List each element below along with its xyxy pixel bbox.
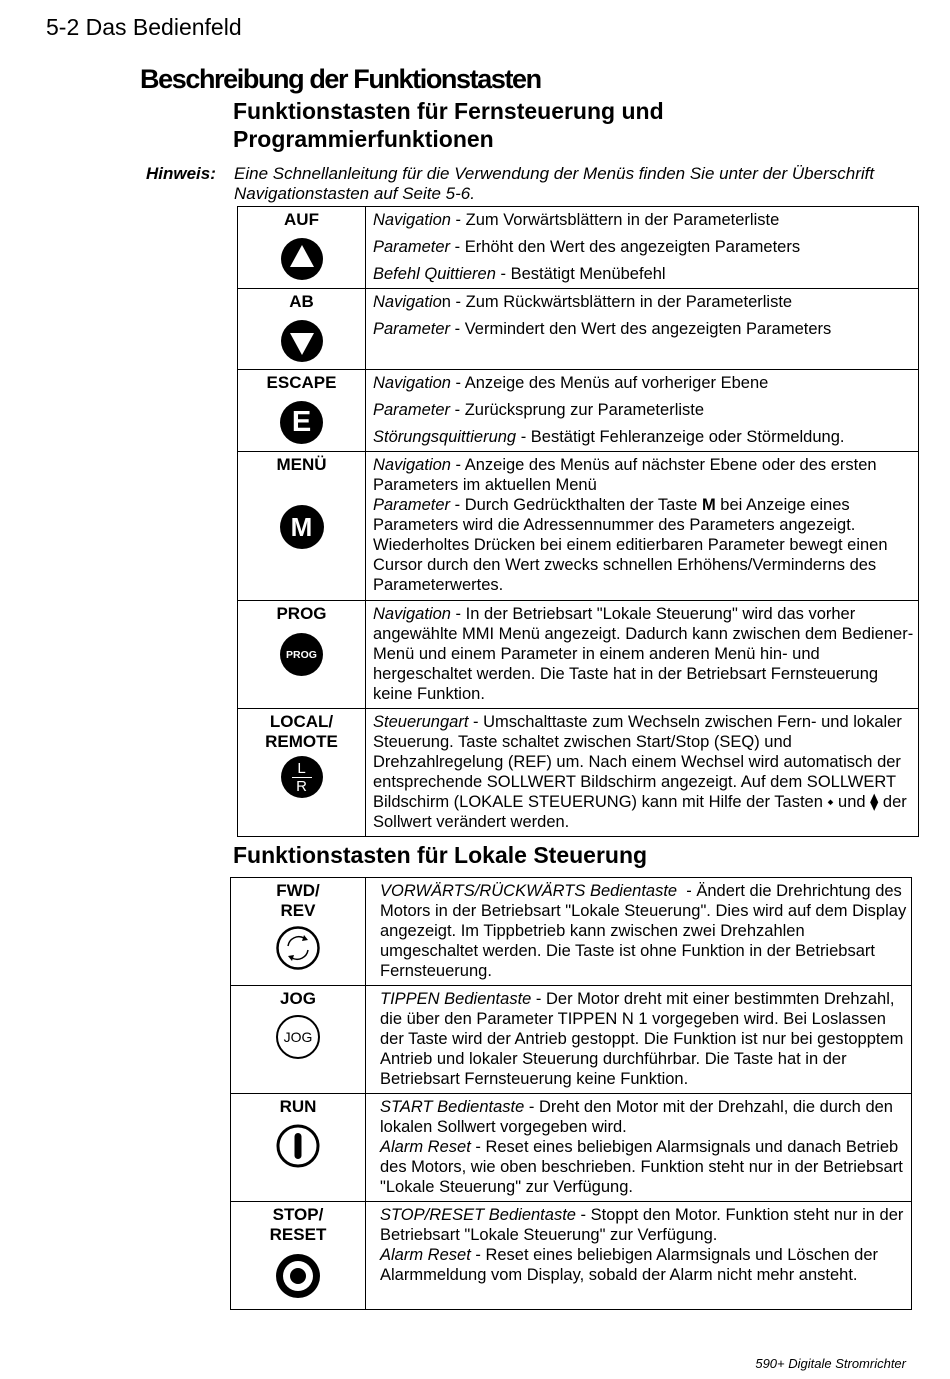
sub-title bbox=[233, 97, 664, 153]
description-paragraph: VORWÄRTS/RÜCKWÄRTS Bedientaste - Ändert die Drehrichtung des Motors in der Betriebsart "Lokale Steuerung". Dies wird auf dem Display angezeigt. Im Tippbetrieb kann zwischen zwei Drehzahlen umgeschaltet werden. Die Taste ist ohne Funktion in der Betriebsart Fernsteuerung. bbox=[380, 882, 911, 980]
note-label: Hinweis: bbox=[146, 164, 216, 183]
key-cell bbox=[238, 452, 366, 601]
prog-icon: PROG bbox=[280, 633, 323, 676]
local-remote-icon bbox=[281, 756, 323, 798]
key-cell bbox=[238, 370, 366, 452]
key-cell bbox=[231, 1202, 366, 1310]
description-paragraph: Alarm Reset - Reset eines beliebigen Alarmsignals und danach Betrieb des Motors, wie oben beschrieben. Funktion steht nur in der Betriebsart "Lokale Steuerung" zur Verfügung. bbox=[380, 1138, 903, 1196]
description-line: Navigation - Anzeige des Menüs auf vorheriger Ebene bbox=[373, 374, 769, 392]
key-row-escape bbox=[238, 370, 919, 452]
key-description bbox=[366, 1202, 912, 1310]
key-description bbox=[366, 601, 919, 709]
key-row-local-remote bbox=[238, 709, 919, 837]
key-row-auf bbox=[238, 207, 919, 289]
stop-reset-icon bbox=[276, 1254, 320, 1298]
key-label-jog: JOG bbox=[280, 989, 316, 1008]
key-description bbox=[366, 207, 919, 289]
key-description bbox=[366, 452, 919, 601]
key-cell bbox=[238, 601, 366, 709]
key-label-escape: ESCAPE bbox=[266, 373, 337, 392]
local-keys-table bbox=[230, 877, 912, 1310]
key-label-run: RUN bbox=[279, 1097, 317, 1116]
escape-e-icon: E bbox=[280, 401, 323, 444]
key-cell bbox=[238, 709, 366, 837]
key-cell bbox=[231, 986, 366, 1094]
key-label-stop-reset: STOP/ RESET bbox=[269, 1205, 327, 1244]
description-paragraph: Steuerungart - Umschalttaste zum Wechseln zwischen Fern- und lokaler Steuerung. Taste schaltet zwischen Start/Stop (SEQ) und Drehzahlregelung (REF) um. Nach einem Wechsel wird automatisch der entsprechende SOLLWERT Bildschirm angezeigt. Auf dem SOLLWERT Bildschirm (LOKALE STEUERUNG) kann mit Hilfe der Tasten ⬩ und ⧫ der Sollwert verändert werden. bbox=[373, 713, 907, 831]
key-label-menu: MENÜ bbox=[276, 455, 327, 474]
remote-keys-table bbox=[237, 206, 919, 837]
description-line: Störungsquittierung - Bestätigt Fehleranzeige oder Störmeldung. bbox=[373, 428, 845, 446]
key-label-prog: PROG bbox=[276, 604, 327, 623]
key-description bbox=[366, 986, 912, 1094]
run-icon bbox=[276, 1124, 320, 1168]
key-label-local-remote: LOCAL/ REMOTE bbox=[265, 712, 338, 751]
key-cell bbox=[231, 878, 366, 986]
note-text: Eine Schnellanleitung für die Verwendung der Menüs finden Sie unter der Überschrift Navigationstasten auf Seite 5-6. bbox=[234, 164, 875, 203]
description-line: Parameter - Erhöht den Wert des angezeigten Parameters bbox=[373, 238, 801, 256]
key-description bbox=[366, 1094, 912, 1202]
key-label-fwd-rev: FWD/ REV bbox=[276, 881, 320, 920]
section-title-local: Funktionstasten für Lokale Steuerung bbox=[233, 842, 648, 868]
key-row-jog bbox=[231, 986, 912, 1094]
local-letter: L bbox=[297, 759, 306, 777]
key-description bbox=[366, 709, 919, 837]
remote-letter: R bbox=[296, 777, 307, 795]
jog-icon: JOG bbox=[276, 1015, 320, 1059]
description-paragraph: STOP/RESET Bedientaste - Stoppt den Motor. Funktion steht nur in der Betriebsart "Lokale Steuerung" zur Verfügung. bbox=[380, 1206, 904, 1244]
description-line: Navigation - Zum Vorwärtsblättern in der Parameterliste bbox=[373, 211, 780, 229]
sub-title-line-1: Funktionstasten für Fernsteuerung und bbox=[233, 98, 664, 124]
small-diamond-icon: ⬩ bbox=[827, 793, 834, 811]
description-paragraph: Parameter - Durch Gedrückthalten der Taste M bei Anzeige eines Parameters wird die Adressennummer des Parameters angezeigt. Wiederholtes Drücken bei einem editierbaren Parameter bewegt einen Cursor durch den Wert zwecks schnellen Erhöhens/Verminderns des Parameterwertes. bbox=[373, 496, 888, 594]
key-row-prog bbox=[238, 601, 919, 709]
menu-m-icon: M bbox=[280, 505, 324, 549]
key-cell bbox=[238, 207, 366, 289]
sub-title-line-2: Programmierfunktionen bbox=[233, 126, 494, 152]
page-footer: 590+ Digitale Stromrichter bbox=[755, 1356, 906, 1371]
key-row-stop-reset bbox=[231, 1202, 912, 1310]
key-label-ab: AB bbox=[289, 292, 314, 311]
description-line: Parameter - Zurücksprung zur Parameterliste bbox=[373, 401, 705, 419]
key-description bbox=[366, 289, 919, 370]
fwd-rev-rotate-icon bbox=[276, 926, 320, 970]
key-row-fwd-rev bbox=[231, 878, 912, 986]
description-line: Navigation - Zum Rückwärtsblättern in der Parameterliste bbox=[373, 293, 793, 311]
description-paragraph: Alarm Reset - Reset eines beliebigen Alarmsignals und Löschen der Alarmmeldung vom Display, sobald der Alarm nicht mehr ansteht. bbox=[380, 1246, 879, 1284]
description-paragraph: Navigation - Anzeige des Menüs auf nächster Ebene oder des ersten Parameters im aktuellen Menü bbox=[373, 456, 877, 494]
key-label-auf: AUF bbox=[284, 210, 319, 229]
key-cell bbox=[231, 1094, 366, 1202]
description-paragraph: Navigation - In der Betriebsart "Lokale Steuerung" wird das vorher angewählte MMI Menü angezeigt. Dadurch kann zwischen dem Bediener-Menü und einem Parameter in einem anderen Menü hin- und hergeschaltet werden. Die Taste hat in der Betriebsart Fernsteuerung keine Funktion. bbox=[373, 605, 914, 703]
description-line: Befehl Quittieren - Bestätigt Menübefehl bbox=[373, 265, 666, 283]
key-cell bbox=[238, 289, 366, 370]
description-paragraph: START Bedientaste - Dreht den Motor mit der Drehzahl, die durch den lokalen Sollwert vorgegeben wird. bbox=[380, 1098, 893, 1136]
description-paragraph: TIPPEN Bedientaste - Der Motor dreht mit einer bestimmten Drehzahl, die über den Parameter TIPPEN N 1 vorgegeben wird. Bei Loslassen der Taste wird der Antrieb gestoppt. Die Funktion ist nur bei gestopptem Antrieb und lokaler Steuerung durchführbar. Die Taste hat in der Betriebsart Fernsteuerung keine Funktion. bbox=[380, 990, 904, 1088]
key-description bbox=[366, 878, 912, 986]
key-row-menu bbox=[238, 452, 919, 601]
key-row-run bbox=[231, 1094, 912, 1202]
up-arrow-icon bbox=[281, 238, 323, 280]
key-description bbox=[366, 370, 919, 452]
description-line: Parameter - Vermindert den Wert des angezeigten Parameters bbox=[373, 320, 832, 338]
diamond-icon: ⧫ bbox=[870, 793, 879, 811]
down-arrow-icon bbox=[281, 320, 323, 362]
key-row-ab bbox=[238, 289, 919, 370]
page-header: 5-2 Das Bedienfeld bbox=[46, 14, 242, 40]
main-title: Beschreibung der Funktionstasten bbox=[140, 64, 541, 94]
